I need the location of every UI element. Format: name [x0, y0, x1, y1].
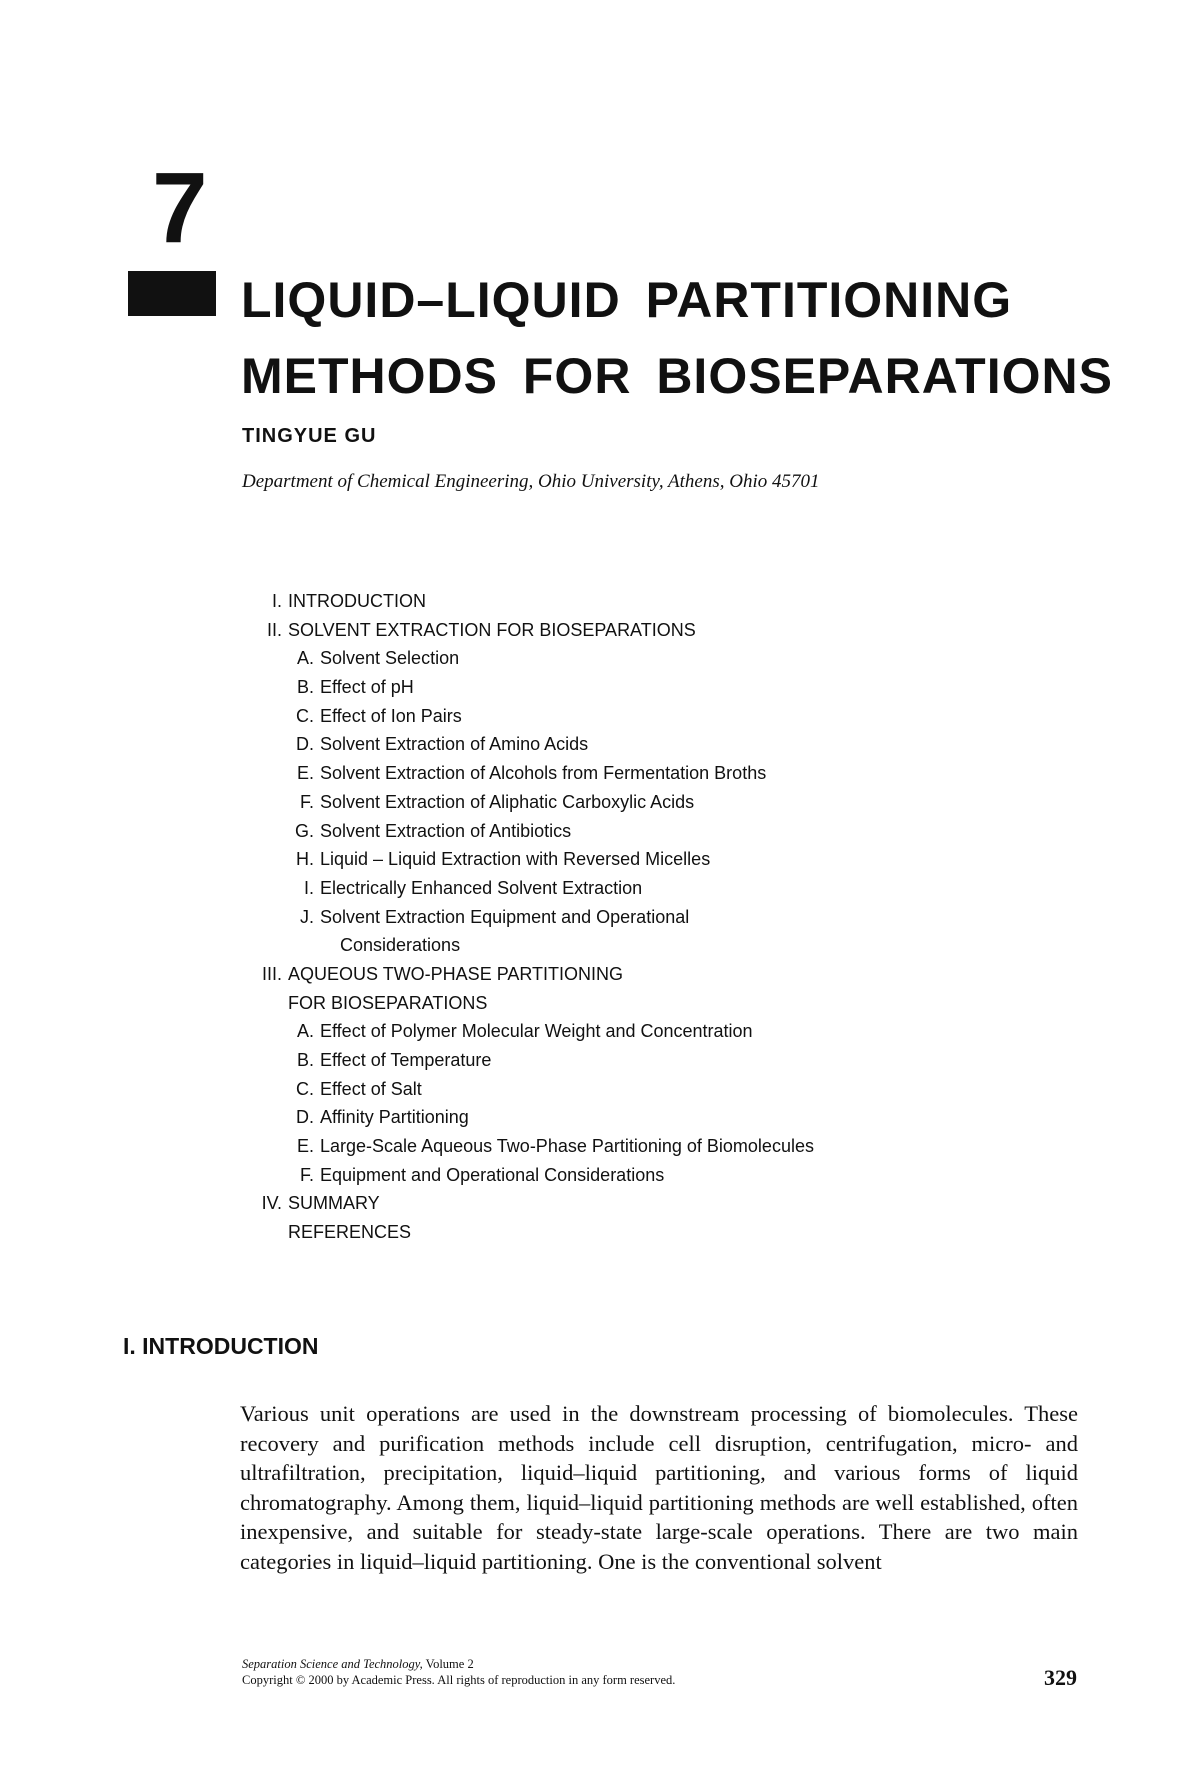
toc-item — [248, 759, 948, 788]
toc-item-number: I. — [303, 877, 314, 898]
toc-item — [248, 845, 948, 874]
toc-item-text: Effect of Temperature — [320, 1050, 492, 1070]
toc-item-number: H. — [296, 849, 314, 870]
toc-item-text: Effect of Salt — [320, 1078, 422, 1099]
toc-item — [248, 702, 948, 731]
toc-item-number: IV. — [261, 1193, 282, 1214]
toc-item-text: Equipment and Operational Considerations — [320, 1164, 665, 1185]
toc-item-text: FOR BIOSEPARATIONS — [288, 992, 488, 1013]
toc-item-number: D. — [296, 1107, 314, 1128]
author-name: TINGYUE GU — [242, 425, 377, 447]
toc-item-number: E. — [296, 1136, 314, 1157]
toc-item — [248, 874, 948, 903]
toc-item-text: REFERENCES — [288, 1222, 412, 1243]
toc-item — [248, 1046, 948, 1075]
toc-item-text: SUMMARY — [288, 1193, 380, 1214]
toc-item-text: Effect of Polymer Molecular Weight and Concentration — [320, 1021, 753, 1042]
toc-item-text: Solvent Extraction of Antibiotics — [320, 820, 572, 841]
toc-item-text: Solvent Extraction Equipment and Operational — [320, 906, 690, 927]
toc-item-text: INTRODUCTION — [288, 591, 426, 611]
toc-item-text: Considerations — [340, 935, 461, 956]
page-footer — [242, 1656, 675, 1688]
toc-item-text: Solvent Extraction of Amino Acids — [320, 734, 589, 755]
chapter-number: 7 — [152, 152, 208, 264]
toc-item-text: Solvent Selection — [320, 648, 460, 669]
toc-item-text: Effect of pH — [320, 677, 414, 698]
footer-journal-title: Separation Science and Technology, — [242, 1657, 423, 1671]
toc-item — [248, 1075, 948, 1104]
toc-item-text: Affinity Partitioning — [320, 1107, 469, 1128]
toc-item-text: Large-Scale Aqueous Two-Phase Partitioning of Biomolecules — [320, 1136, 814, 1157]
toc-item — [248, 616, 948, 645]
toc-item — [248, 1218, 948, 1247]
toc-item-number: J. — [299, 906, 314, 927]
footer-journal-line — [242, 1656, 675, 1672]
toc-item-text: Liquid – Liquid Extraction with Reversed Micelles — [320, 849, 711, 870]
toc-item-text: AQUEOUS TWO-PHASE PARTITIONING — [288, 963, 624, 984]
toc-item-number: III. — [261, 963, 282, 984]
footer-copyright: Copyright © 2000 by Academic Press. All rights of reproduction in any form reserved. — [242, 1673, 676, 1687]
toc-item-number: D. — [296, 734, 314, 755]
toc-item — [248, 788, 948, 817]
body-paragraph: Various unit operations are used in the downstream processing of biomolecules. These recovery and purification methods include cell disruption, centrifugation, micro- and ultrafiltration, precipitation, liquid–liquid partitioning, and various forms of liquid chromatography. Among them, liquid–liquid partitioning methods are well established, often inexpensive, and suitable for steady-state large-scale operations. There are two main categories in liquid–liquid partitioning. One is the conventional solvent — [240, 1401, 1078, 1574]
toc-item-text: SOLVENT EXTRACTION FOR BIOSEPARATIONS — [288, 619, 696, 640]
toc-item — [248, 817, 948, 846]
toc-item-number: I. — [271, 591, 282, 611]
toc-item — [248, 730, 948, 759]
toc-item-number: C. — [296, 1078, 314, 1099]
toc-item-number: E. — [296, 763, 314, 784]
toc-item — [248, 960, 948, 989]
toc-item — [248, 1132, 948, 1161]
toc-item — [248, 989, 948, 1018]
toc-item-text: Solvent Extraction of Alcohols from Fermentation Broths — [320, 763, 767, 784]
toc-item-text: Electrically Enhanced Solvent Extraction — [320, 877, 643, 898]
toc-item-number: B. — [296, 1050, 314, 1070]
toc-item-number: F. — [299, 791, 314, 812]
toc-item-text: Solvent Extraction of Aliphatic Carboxylic Acids — [320, 791, 695, 812]
footer-volume: Volume 2 — [422, 1657, 474, 1671]
section-heading: I. INTRODUCTION — [123, 1333, 319, 1359]
page-number: 329 — [1044, 1665, 1077, 1690]
chapter-bar-decoration — [128, 271, 216, 316]
toc-item-number: G. — [294, 820, 314, 841]
chapter-title-line-2: METHODS FOR BIOSEPARATIONS — [241, 348, 1113, 404]
toc-item — [248, 903, 948, 932]
toc-item-number: F. — [299, 1164, 314, 1185]
toc-item — [248, 1017, 948, 1046]
toc-item — [248, 1161, 948, 1190]
toc-item-text: Effect of Ion Pairs — [320, 705, 462, 726]
toc-item — [248, 931, 948, 960]
author-affiliation: Department of Chemical Engineering, Ohio University, Athens, Ohio 45701 — [242, 471, 820, 492]
toc-item — [248, 673, 948, 702]
chapter-title — [241, 262, 1113, 414]
table-of-contents — [248, 587, 948, 1247]
toc-item-number: A. — [296, 648, 314, 669]
toc-item — [248, 1189, 948, 1218]
toc-item-number: II. — [266, 619, 282, 640]
toc-item-number: B. — [296, 677, 314, 698]
toc-item — [248, 587, 948, 616]
toc-item-number: A. — [296, 1021, 314, 1042]
toc-item — [248, 1103, 948, 1132]
toc-item-number: C. — [296, 705, 314, 726]
toc-item — [248, 644, 948, 673]
chapter-title-line-1: LIQUID–LIQUID PARTITIONING — [241, 272, 1013, 328]
